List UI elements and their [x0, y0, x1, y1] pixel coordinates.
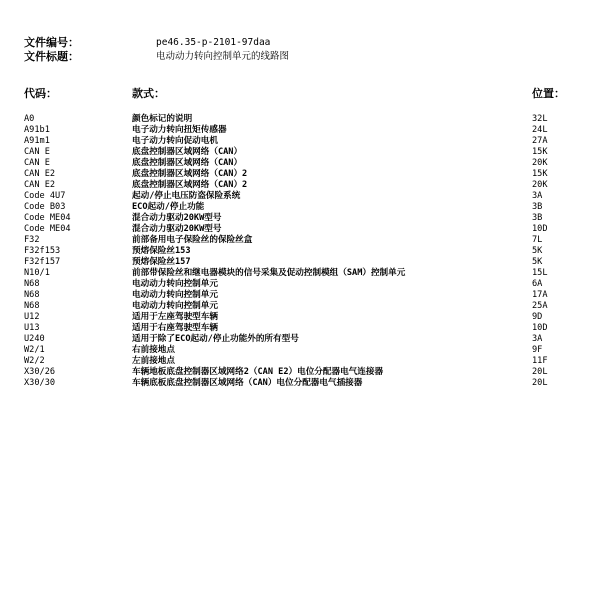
row-code: F32f153 — [24, 246, 61, 256]
row-description: 底盘控制器区域网络（CAN）2 — [132, 180, 248, 190]
table-row — [0, 367, 601, 378]
row-description: 左前接地点 — [132, 356, 175, 366]
row-description: 预熔保险丝153 — [132, 246, 191, 256]
table-row — [0, 136, 601, 147]
row-position: 20L — [532, 367, 548, 377]
row-description: 适用于除了ECO起动/停止功能外的所有型号 — [132, 334, 299, 344]
table-row — [0, 125, 601, 136]
table-row — [0, 147, 601, 158]
doc-title-label: 文件标题： — [24, 50, 79, 63]
row-code: CAN E2 — [24, 169, 56, 179]
table-row — [0, 334, 601, 345]
row-position: 25A — [532, 301, 548, 311]
row-code: U12 — [24, 312, 40, 322]
row-position: 3A — [532, 334, 543, 344]
row-position: 17A — [532, 290, 548, 300]
row-description: 适用于右座驾驶型车辆 — [132, 323, 218, 333]
row-position: 11F — [532, 356, 548, 366]
table-row — [0, 290, 601, 301]
row-position: 15K — [532, 147, 548, 157]
doc-number-label: 文件编号： — [24, 36, 79, 49]
row-code: Code 4U7 — [24, 191, 66, 201]
table-row — [0, 213, 601, 224]
row-code: Code ME04 — [24, 224, 71, 234]
row-position: 15L — [532, 268, 548, 278]
doc-title-value: 电动动力转向控制单元的线路图 — [156, 51, 290, 62]
column-header-pos: 位置： — [532, 87, 565, 100]
row-position: 24L — [532, 125, 548, 135]
table-row — [0, 257, 601, 268]
table-row — [0, 312, 601, 323]
row-description: 车辆底板底盘控制器区域网络（CAN）电位分配器电气插接器 — [132, 378, 363, 388]
table-row — [0, 323, 601, 334]
row-description: 车辆地板底盘控制器区域网络2（CAN E2）电位分配器电气连接器 — [132, 367, 384, 377]
row-description: 起动/停止电压防盗保险系统 — [132, 191, 241, 201]
row-description: 底盘控制器区域网络（CAN） — [132, 147, 243, 157]
row-code: F32f157 — [24, 257, 61, 267]
row-description: 底盘控制器区域网络（CAN）2 — [132, 169, 248, 179]
table-row — [0, 180, 601, 191]
row-position: 9F — [532, 345, 543, 355]
row-code: A0 — [24, 114, 35, 124]
row-code: CAN E — [24, 147, 50, 157]
row-code: N68 — [24, 290, 40, 300]
row-description: 前部备用电子保险丝的保险丝盒 — [132, 235, 253, 245]
table-row — [0, 345, 601, 356]
table-row — [0, 169, 601, 180]
row-code: N68 — [24, 301, 40, 311]
row-description: ECO起动/停止功能 — [132, 202, 205, 212]
row-position: 3B — [532, 213, 543, 223]
table-row — [0, 191, 601, 202]
row-description: 适用于左座驾驶型车辆 — [132, 312, 218, 322]
row-code: Code ME04 — [24, 213, 71, 223]
row-position: 20K — [532, 180, 548, 190]
row-position: 9D — [532, 312, 543, 322]
table-row — [0, 114, 601, 125]
row-position: 3A — [532, 191, 543, 201]
row-position: 3B — [532, 202, 543, 212]
row-position: 20L — [532, 378, 548, 388]
row-code: CAN E — [24, 158, 50, 168]
row-position: 6A — [532, 279, 543, 289]
row-description: 电子动力转向促动电机 — [132, 136, 218, 146]
legend-table — [0, 114, 601, 389]
row-description: 底盘控制器区域网络（CAN） — [132, 158, 243, 168]
row-position: 5K — [532, 257, 543, 267]
table-row — [0, 235, 601, 246]
row-description: 前部带保险丝和继电器模块的信号采集及促动控制模组（SAM）控制单元 — [132, 268, 406, 278]
table-row — [0, 279, 601, 290]
doc-number-value: pe46.35-p-2101-97daa — [156, 37, 271, 48]
row-code: X30/30 — [24, 378, 56, 388]
row-description: 混合动力驱动20KW型号 — [132, 224, 222, 234]
row-code: A91b1 — [24, 125, 50, 135]
row-description: 电动动力转向控制单元 — [132, 301, 218, 311]
row-position: 7L — [532, 235, 543, 245]
row-code: Code B03 — [24, 202, 66, 212]
table-row — [0, 224, 601, 235]
row-position: 27A — [532, 136, 548, 146]
row-code: X30/26 — [24, 367, 56, 377]
row-description: 颜色标记的说明 — [132, 114, 193, 124]
table-row — [0, 268, 601, 279]
row-code: F32 — [24, 235, 40, 245]
row-description: 混合动力驱动20KW型号 — [132, 213, 222, 223]
column-header-code: 代码： — [24, 87, 57, 100]
table-row — [0, 246, 601, 257]
row-code: W2/2 — [24, 356, 45, 366]
row-description: 右前接地点 — [132, 345, 175, 355]
row-position: 10D — [532, 224, 548, 234]
column-header-desc: 款式： — [132, 87, 165, 100]
row-position: 15K — [532, 169, 548, 179]
row-position: 32L — [532, 114, 548, 124]
row-position: 5K — [532, 246, 543, 256]
row-code: N68 — [24, 279, 40, 289]
row-code: A91m1 — [24, 136, 50, 146]
row-description: 电子动力转向扭矩传感器 — [132, 125, 227, 135]
row-code: U13 — [24, 323, 40, 333]
row-code: N10/1 — [24, 268, 50, 278]
row-description: 电动动力转向控制单元 — [132, 279, 218, 289]
row-description: 预熔保险丝157 — [132, 257, 191, 267]
row-description: 电动动力转向控制单元 — [132, 290, 218, 300]
row-code: CAN E2 — [24, 180, 56, 190]
row-position: 10D — [532, 323, 548, 333]
table-row — [0, 202, 601, 213]
row-position: 20K — [532, 158, 548, 168]
table-row — [0, 356, 601, 367]
table-row — [0, 378, 601, 389]
row-code: U240 — [24, 334, 45, 344]
table-row — [0, 158, 601, 169]
row-code: W2/1 — [24, 345, 45, 355]
table-row — [0, 301, 601, 312]
